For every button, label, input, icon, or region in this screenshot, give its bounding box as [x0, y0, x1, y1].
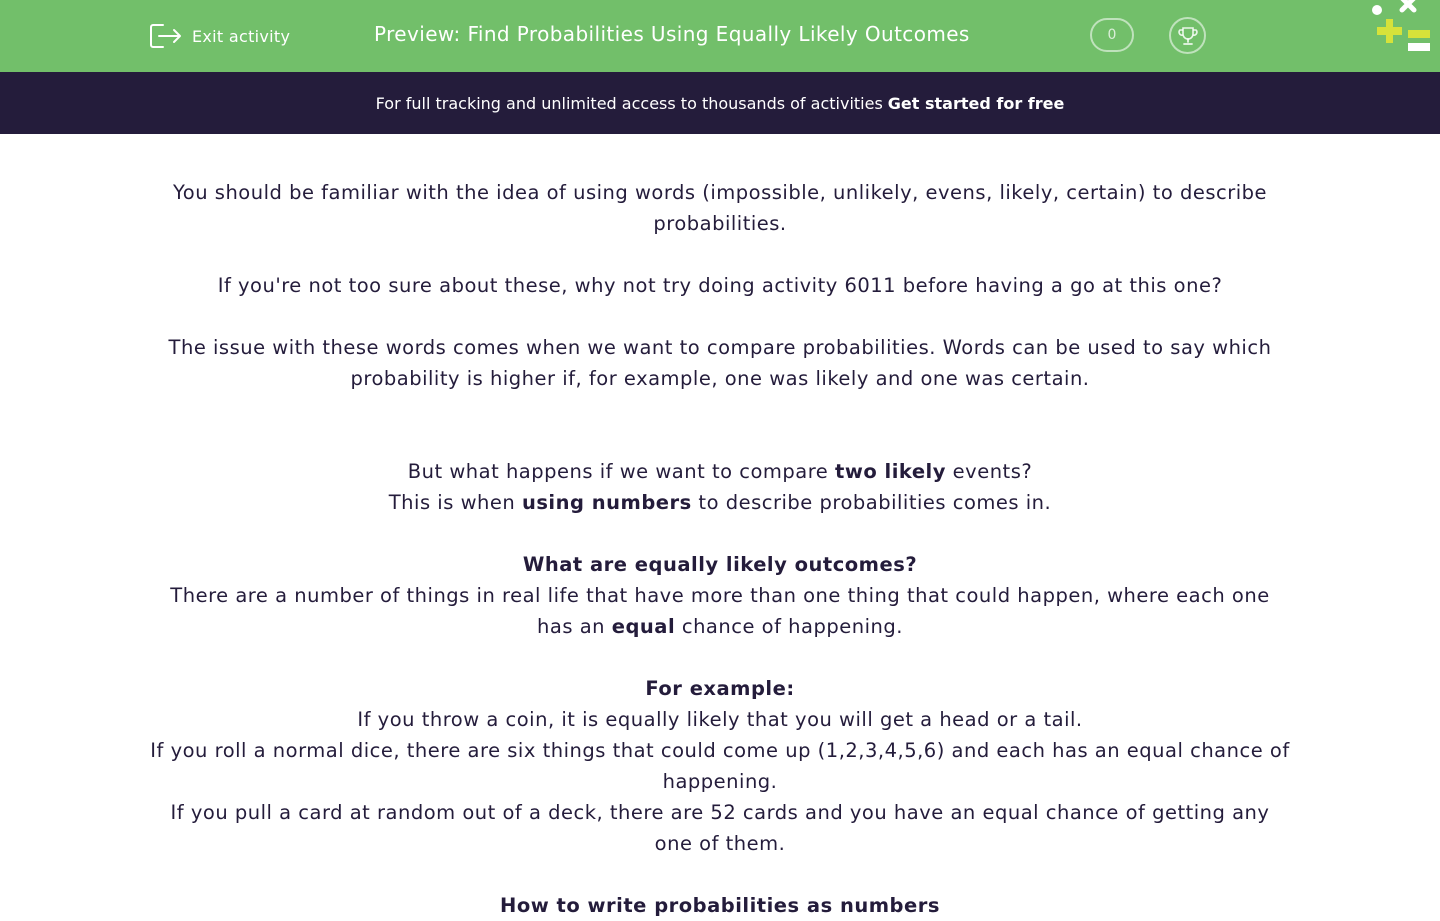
trophy-icon [1177, 25, 1199, 47]
score-badge: 0 [1090, 18, 1134, 52]
upgrade-banner [0, 72, 1440, 134]
activity-suggestion: If you're not too sure about these, why not try doing activity 6011 before having a go at this one? [217, 274, 1223, 297]
dice-example: If you roll a normal dice, there are six things that could come up (1,2,3,4,5,6) and each has an equal chance of happening. [150, 739, 1290, 793]
section-heading-equally-likely: What are equally likely outcomes? [522, 553, 918, 576]
coin-example: If you throw a coin, it is equally likely that you will get a head or a tail. [357, 708, 1083, 731]
equal-chance-paragraph: There are a number of things in real life that have more than one thing that could happen, where each one has an equal chance of happening. [170, 584, 1270, 638]
exit-icon [149, 22, 183, 50]
section-heading-example: For example: [645, 677, 795, 700]
top-bar [0, 0, 1440, 72]
banner-text: For full tracking and unlimited access to thousands of activities [375, 93, 883, 113]
compare-question: But what happens if we want to compare two likely events? [407, 460, 1033, 483]
section-heading-write-probabilities: How to write probabilities as numbers [500, 894, 940, 917]
plus-times-equals-logo [1366, 0, 1440, 56]
card-example: If you pull a card at random out of a deck, there are 52 cards and you have an equal chance of getting any one of them. [170, 801, 1270, 855]
page-title: Preview: Find Probabilities Using Equally Likely Outcomes [374, 22, 970, 46]
get-started-link[interactable]: Get started for free [887, 93, 1065, 113]
lesson-content [150, 177, 1290, 921]
exit-activity-label: Exit activity [192, 26, 291, 46]
numbers-paragraph: This is when using numbers to describe probabilities comes in. [388, 491, 1052, 514]
intro-paragraph: You should be familiar with the idea of using words (impossible, unlikely, evens, likely, certain) to describe probabilities. [172, 181, 1268, 235]
words-issue-paragraph: The issue with these words comes when we want to compare probabilities. Words can be used to say which probability is higher if, for example, one was likely and one was certain. [168, 336, 1272, 390]
exit-activity-button[interactable] [149, 20, 290, 52]
trophy-button[interactable] [1169, 17, 1206, 54]
